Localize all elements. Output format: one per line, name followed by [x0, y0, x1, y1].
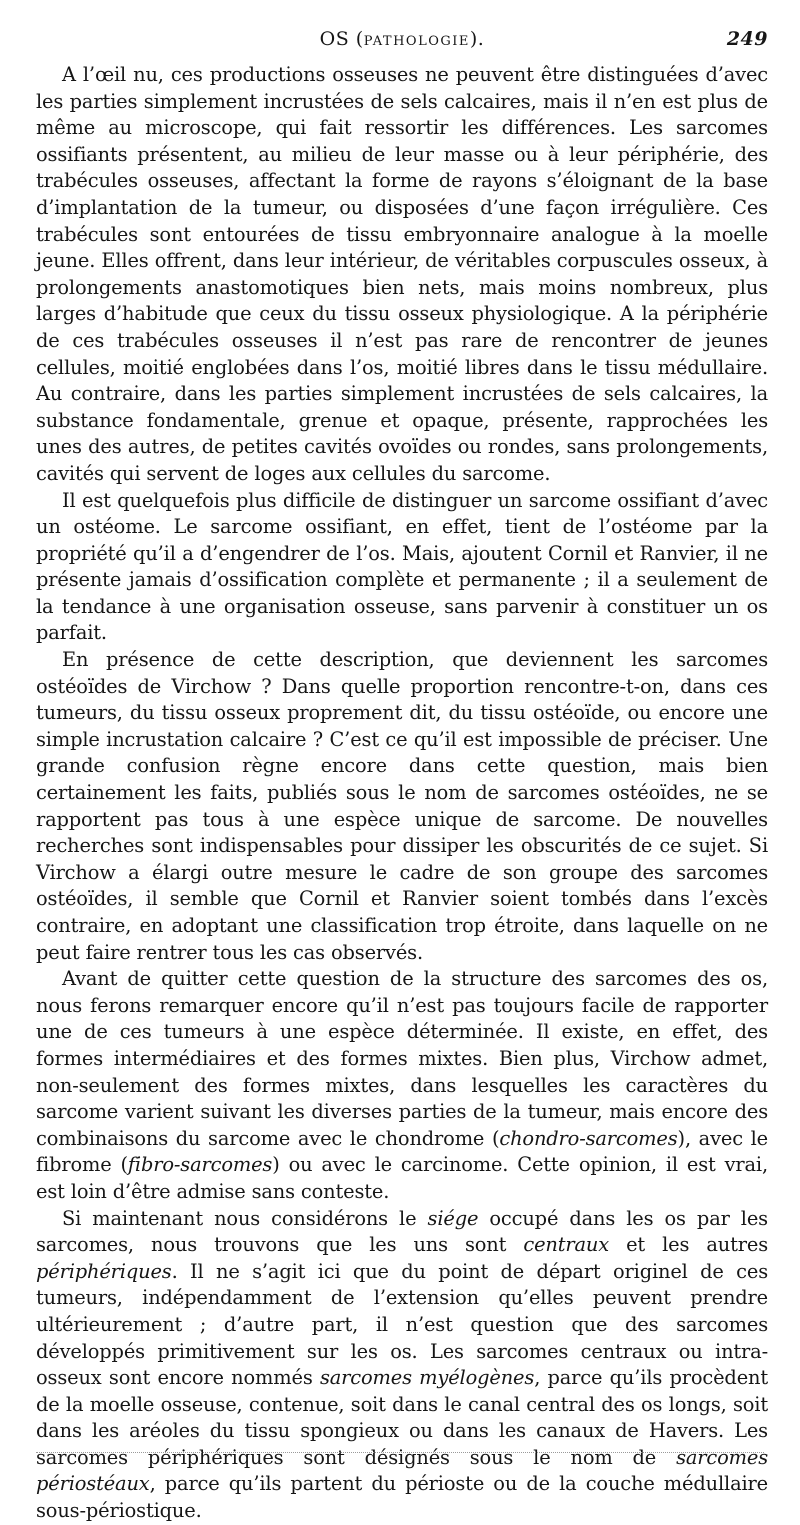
text-run: A l’œil nu, ces productions osseuses ne peuvent être distinguées d’avec les parties simplement incrustées de sels calcaires, mais il n’en est plus de même au microscope, qui fait ressortir les différences. Les sarcomes ossifiants présentent, au milieu de leur masse ou à leur périphérie, des trabécules osseuses, affectant la forme de rayons s’éloignant de la base d’implantation de la tumeur, ou disposées d’une façon irrégulière. Ces trabécules sont entourées de tissu embryonnaire analogue à la moelle jeune. Elles offrent, dans leur intérieur, de véritables corpuscules osseux, à prolongements anastomotiques bien nets, mais moins nombreux, plus larges d’habitude que ceux du tissu osseux physiologique. A la périphérie de ces trabécules osseuses il n’est pas rare de rencontrer de jeunes cellules, moitié englobées dans l’os, moitié libres dans le tissu médullaire. Au contraire, dans les parties simplement incrustées de sels calcaires, la substance fondamentale, grenue et opaque, présente, rapprochées les unes des autres, de petites cavités ovoïdes ou rondes, sans prolongements, cavités qui servent de loges aux cellules du sarcome. — [36, 63, 768, 485]
page — [36, 28, 768, 1525]
paragraph — [36, 488, 768, 648]
text-run: . Il ne s’agit ici que du point de départ originel de ces tumeurs, indépendamment de l’extension qu’elles peuvent prendre ultérieurement ; d’autre part, il n’est question que des sarcomes développés primitivement sur les os. Les sarcomes centraux ou intra-osseux sont encore nommés — [36, 1259, 768, 1390]
text-run: , parce qu’ils partent du périoste ou de la couche médullaire sous-périostique. — [36, 1472, 768, 1523]
running-title — [36, 28, 768, 50]
paragraph — [36, 647, 768, 966]
italic-term: périphériques — [36, 1259, 172, 1283]
text-run: Si maintenant nous considérons le — [62, 1206, 428, 1230]
text-run: ) ou avec le carcinome. Cette opinion, il est vrai, est loin d’être admise sans conteste. — [36, 1153, 768, 1203]
italic-term: sarcomes myélogènes — [319, 1366, 535, 1390]
text-run: En présence de cette description, que deviennent les sarcomes ostéoïdes de Virchow ? Dans quelle proportion rencontre-t-on, dans ces tumeurs, du tissu osseux proprement dit, du tissu ostéoïde, ou encore une simple incrustation calcaire ? C’est ce qu’il est impossible de préciser. Une grande confusion règne encore dans cette question, mais bien certainement les faits, publiés sous le nom de sarcomes ostéoïdes, ne se rapportent pas tous à une espèce unique de sarcome. De nouvelles recherches sont indispensables pour dissiper les obscurités de ce sujet. Si Virchow a élargi outre mesure le cadre de son groupe des sarcomes ostéoïdes, il semble que Cornil et Ranvier soient tombés dans l’excès contraire, en adoptant une classification trop étroite, dans laquelle on ne peut faire rentrer tous les cas observés. — [36, 648, 768, 964]
running-head — [36, 28, 768, 56]
paragraph — [36, 966, 768, 1205]
body-text — [36, 62, 768, 1525]
italic-term: centraux — [523, 1233, 610, 1257]
text-run: occupé dans les os par les sarcomes, nous trouvons que les uns sont — [36, 1206, 768, 1257]
text-run: ), avec le fibrome ( — [36, 1126, 768, 1177]
paragraph — [36, 62, 768, 488]
italic-term: siége — [427, 1206, 479, 1230]
text-run: Il est quelquefois plus difficile de distinguer un sarcome ossifiant d’avec un ostéome. Le sarcome ossifiant, en effet, tient de l’ostéome par la propriété qu’il a d’engendrer de l’os. Mais, ajoutent Cornil et Ranvier, il ne présente jamais d’ossification complète et permanente ; il a seulement de la tendance à une organisation osseuse, sans parvenir à constituer un os parfait. — [36, 488, 768, 645]
running-title-section: PATHOLOGIE — [363, 34, 470, 49]
running-title-main: OS ( — [319, 28, 364, 50]
italic-term: sarcomes périostéaux — [36, 1445, 768, 1496]
text-run: Avant de quitter cette question de la structure des sarcomes des os, nous ferons remarquer encore qu’il n’est pas toujours facile de rapporter une de ces tumeurs à une espèce déterminée. Il existe, en effet, des formes intermédiaires et des formes mixtes. Bien plus, Virchow admet, non-seulement des formes mixtes, dans lesquelles les caractères du sarcome varient suivant les diverses parties de la tumeur, mais encore des combinaisons du sarcome avec le chondrome ( — [36, 967, 768, 1150]
footer-dotted-rule — [36, 1452, 764, 1453]
text-run: et les autres — [609, 1233, 768, 1257]
paragraph — [36, 1206, 768, 1525]
italic-term: chondro-sarcomes — [499, 1126, 678, 1150]
running-title-end: ). — [469, 28, 485, 50]
page-number: 249 — [726, 28, 768, 50]
italic-term: fibro-sarcomes — [127, 1153, 273, 1177]
text-run: , parce qu’ils procèdent de la moelle osseuse, contenue, soit dans le canal central des os longs, soit dans les aréoles du tissu spongieux ou dans les canaux de Havers. Les sarcomes périphériques sont désignés sous le nom de — [36, 1366, 768, 1469]
